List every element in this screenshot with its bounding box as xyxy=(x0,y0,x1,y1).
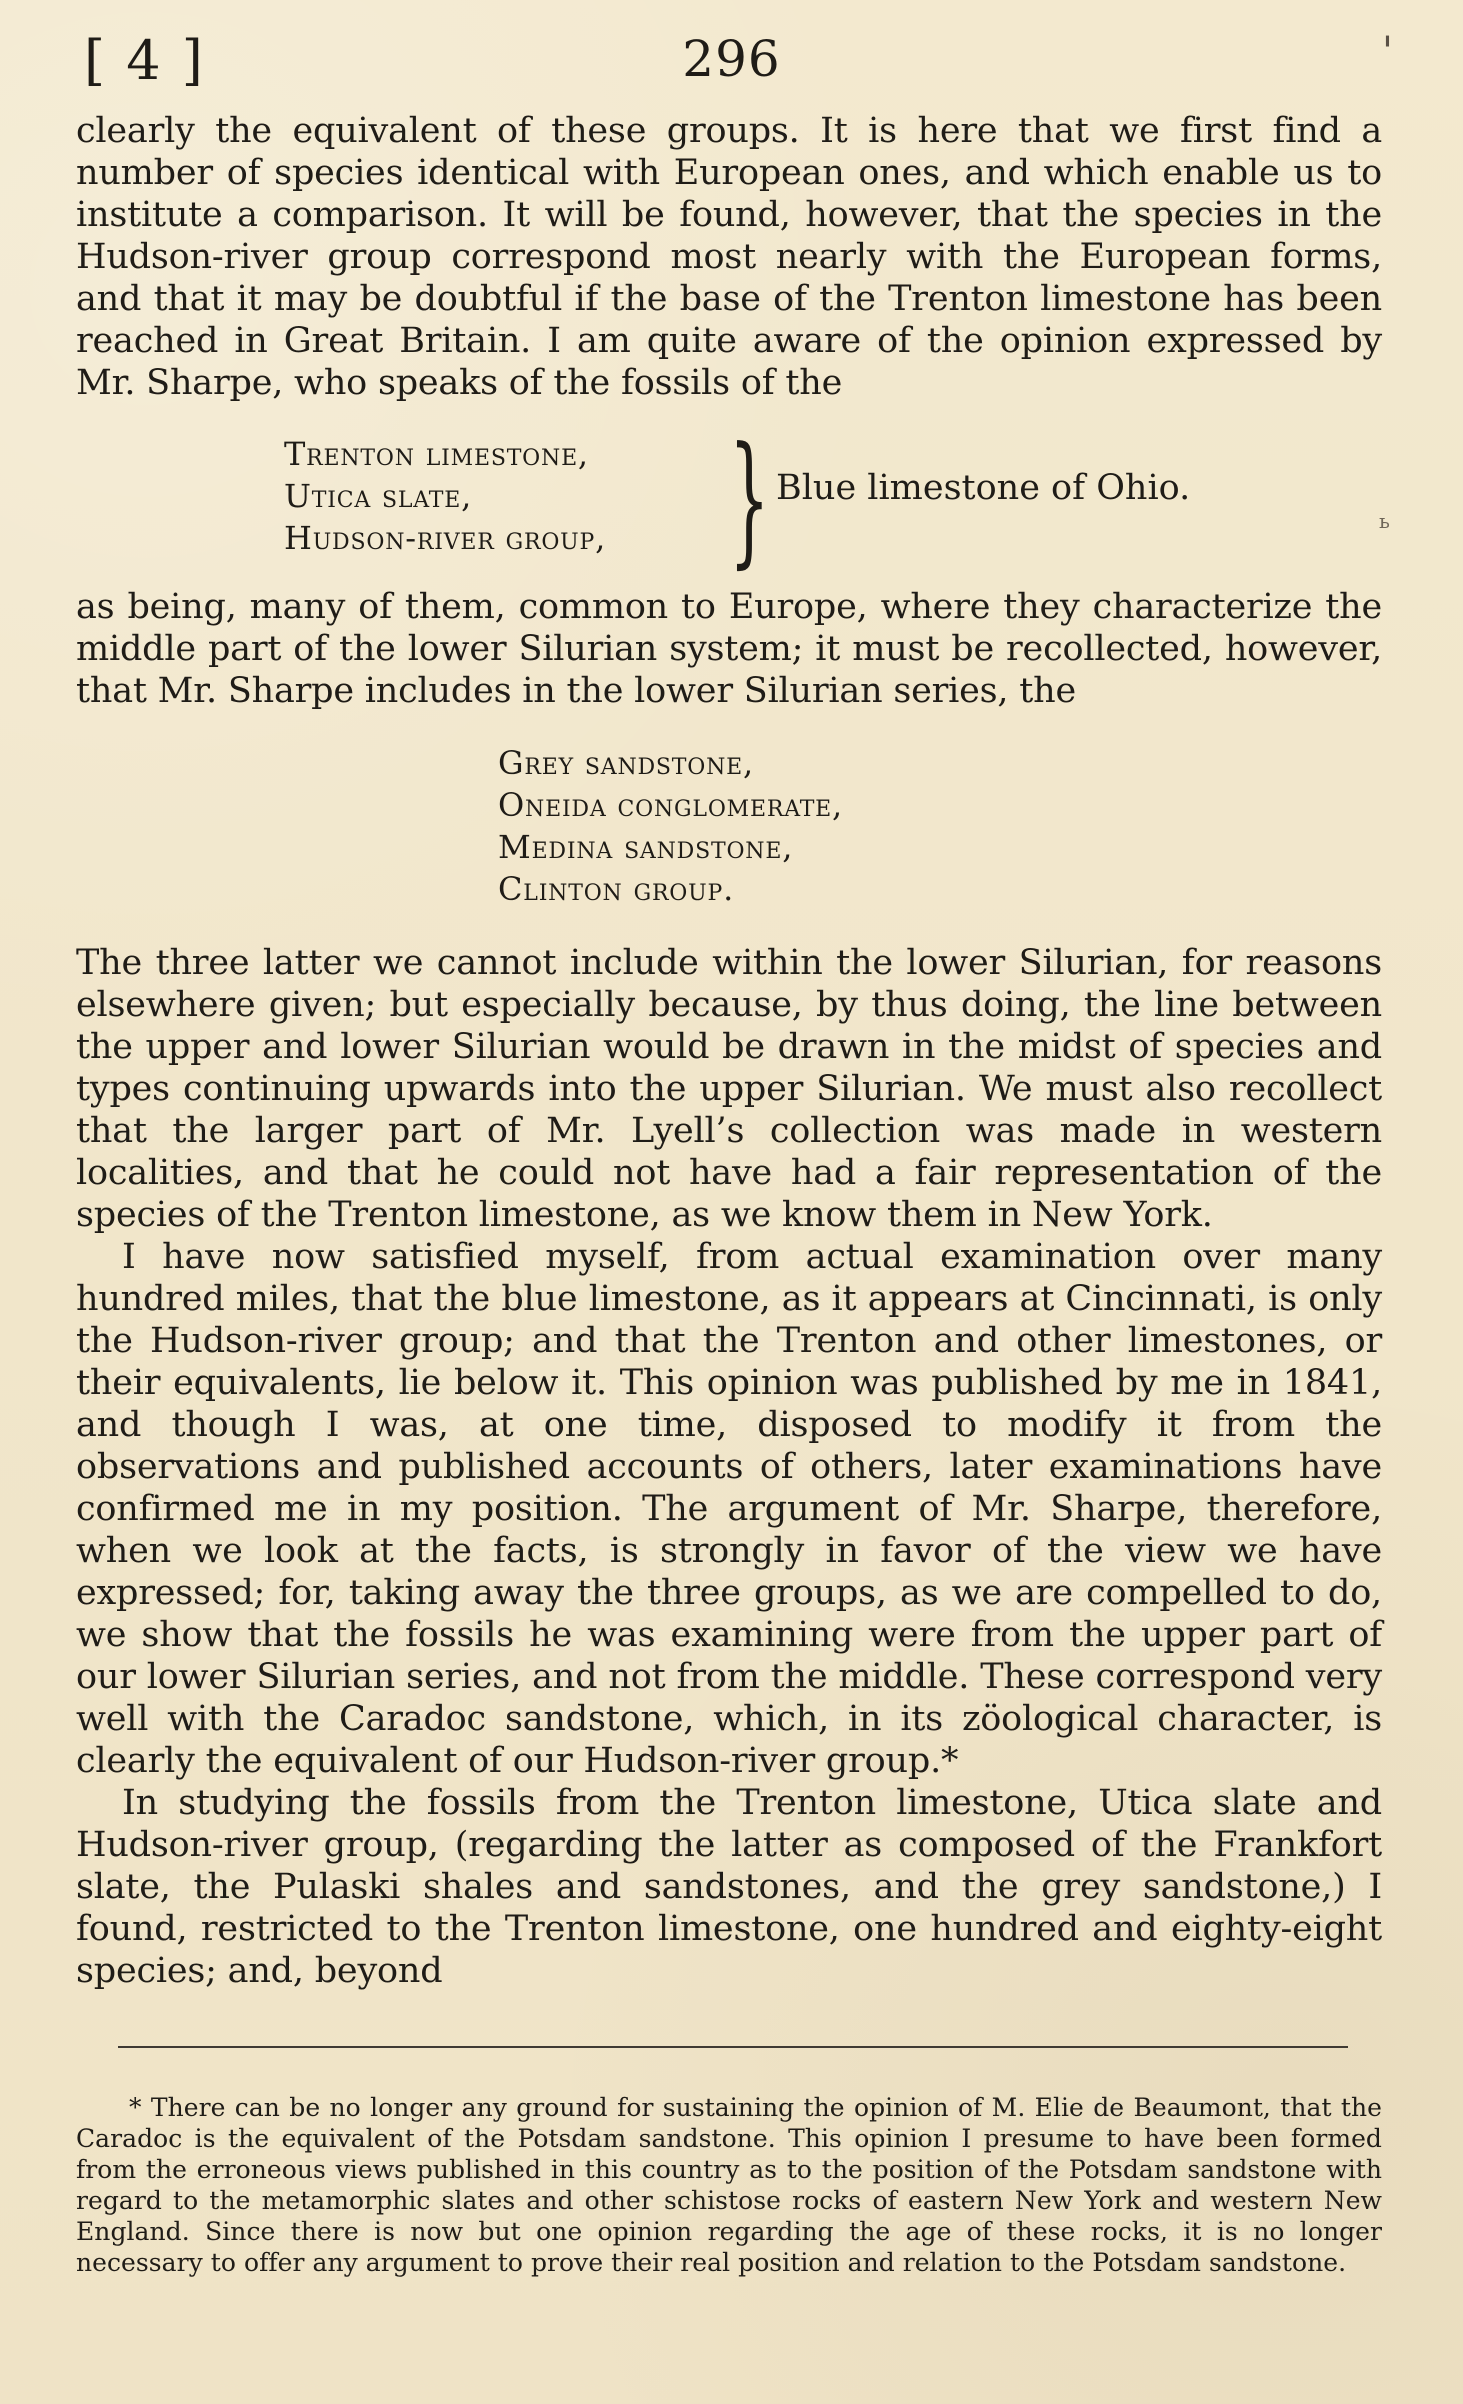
brace-icon: } xyxy=(729,417,770,582)
brace-group-list xyxy=(284,433,749,559)
brace-item-trenton: Trenton limestone, xyxy=(284,435,589,473)
paragraph-1: clearly the equivalent of these groups. It is here that we first find a number of species identical with European ones, and which enable us to institute a comparison. It will be found, however, that the species in the Hudson-river group correspond most nearly with the European forms, and that it may be doubtful if the base of the Trenton limestone has been reached in Great Britain. I am quite aware of the opinion expressed by Mr. Sharpe, who speaks of the fossils of the xyxy=(76,111,1382,403)
margin-mark: ь xyxy=(1379,509,1390,533)
page-number: 296 xyxy=(682,30,781,88)
paragraph-2: as being, many of them, common to Europe, where they characterize the middle part of the lower Silurian system; it must be recollected, however, that Mr. Sharpe includes in the lower Silurian series, the xyxy=(76,587,1382,711)
section-number: [ 4 ] xyxy=(84,29,205,92)
paragraph-5: In studying the fossils from the Trenton limestone, Utica slate and Hudson-river group, (regarding the latter as composed of the Frankfort slate, the Pulaski shales and sandstones, and the grey sandstone,) I found, restricted to the Trenton limestone, one hundred and eighty-eight species; and, beyond xyxy=(76,1783,1382,1991)
brace-label: Blue limestone of Ohio. xyxy=(776,468,1191,508)
brace-group xyxy=(76,417,1390,582)
list-item-medina: Medina sandstone, xyxy=(498,828,794,866)
sandstone-list xyxy=(498,742,1382,910)
footnote: * There can be no longer any ground for sustaining the opinion of M. Elie de Beaumont, that the Caradoc is the equivalent of the Potsdam sandstone. This opinion I presume to have been formed from the erroneous views published in this country as to the position of the Potsdam sandstone with regard to the metamorphic slates and other schistose rocks of eastern New York and western New England. Since there is now but one opinion regarding the age of these rocks, it is no longer necessary to offer any argument to prove their real position and relation to the Potsdam sandstone. xyxy=(76,2093,1382,2277)
page-header xyxy=(84,29,1393,94)
brace-item-hudson: Hudson-river group, xyxy=(284,519,607,557)
list-item-grey: Grey sandstone, xyxy=(498,744,754,782)
brace-item-utica: Utica slate, xyxy=(284,477,473,515)
paragraph-4: I have now satisfied myself, from actual examination over many hundred miles, that the blue limestone, as it appears at Cincinnati, is only the Hudson-river group; and that the Trenton and other limestones, or their equivalents, lie below it. This opinion was published by me in 1841, and though I was, at one time, disposed to modify it from the observations and published accounts of others, later examinations have confirmed me in my position. The argument of Mr. Sharpe, therefore, when we look at the facts, is strongly in favor of the view we have expressed; for, taking away the three groups, as we are compelled to do, we show that the fossils he was examining were from the upper part of our lower Silurian series, and not from the middle. These correspond very well with the Caradoc sandstone, which, in its zöological character, is clearly the equivalent of our Hudson-river group.* xyxy=(76,1237,1382,1781)
header-mark: ' xyxy=(1382,29,1393,75)
list-item-oneida: Oneida conglomerate, xyxy=(498,786,844,824)
page-body xyxy=(76,110,1390,1992)
footnote-divider xyxy=(118,2046,1348,2048)
paragraph-3: The three latter we cannot include within the lower Silurian, for reasons elsewhere given; but especially because, by thus doing, the line between the upper and lower Silurian would be drawn in the midst of species and types continuing upwards into the upper Silurian. We must also recollect that the larger part of Mr. Lyell’s collection was made in western localities, and that he could not have had a fair representation of the species of the Trenton limestone, as we know them in New York. xyxy=(76,943,1382,1235)
list-item-clinton: Clinton group. xyxy=(498,870,735,908)
